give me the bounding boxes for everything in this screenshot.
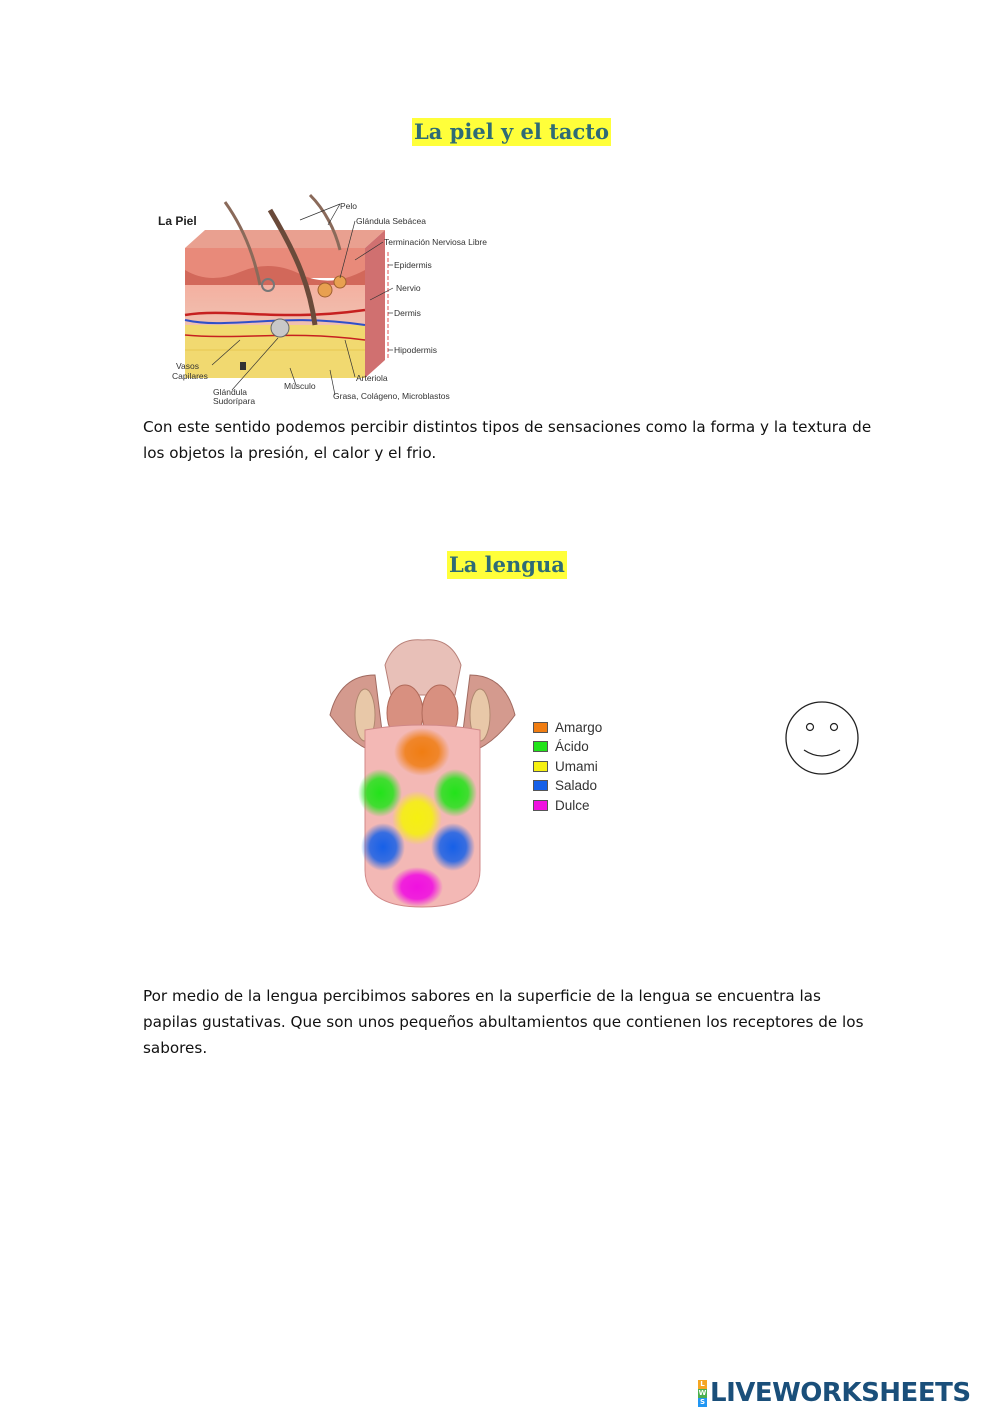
zone-amargo [394, 728, 450, 776]
legend-swatch-umami [533, 761, 548, 772]
smiley-face-icon [782, 700, 862, 780]
legend-label: Salado [555, 778, 598, 793]
legend-swatch-acido [533, 741, 548, 752]
label-grasa: Grasa, Colágeno, Microblastos [333, 391, 450, 401]
tongue-diagram [325, 635, 520, 920]
paragraph-line: sabores. [143, 1039, 208, 1057]
skin-paragraph [143, 414, 871, 466]
legend-swatch-salado [533, 780, 548, 791]
skin-diagram-title: La Piel [158, 214, 197, 228]
label-nervio: Nervio [396, 283, 421, 293]
legend-swatch-amargo [533, 722, 548, 733]
section-title-tongue: La lengua [449, 552, 565, 577]
label-capilares: Capilares [172, 371, 208, 381]
label-musculo: Músculo [284, 381, 316, 391]
legend-label: Amargo [555, 719, 603, 735]
label-arteriola: Arteriola [356, 373, 388, 383]
legend-label: Ácido [555, 739, 589, 754]
paragraph-line: los objetos la presión, el calor y el frio. [143, 444, 437, 462]
label-dermis: Dermis [394, 308, 421, 318]
legend-swatch-dulce [533, 800, 548, 811]
logo-badge-icon: L W S [698, 1379, 707, 1406]
legend-item [533, 738, 589, 756]
label-glandula-sudoripara-1: Glándula [213, 387, 248, 397]
legend-label: Umami [555, 758, 598, 774]
zone-salado-left [361, 823, 405, 871]
legend-item [533, 718, 602, 736]
legend-item [533, 796, 590, 814]
legend-label: Dulce [555, 797, 590, 813]
label-epidermis: Epidermis [394, 260, 432, 270]
section-title-skin: La piel y el tacto [414, 119, 609, 144]
logo-text: LIVEWORKSHEETS [710, 1378, 971, 1408]
paragraph-line: Por medio de la lengua percibimos sabores en la superficie de la lengua se encuentra las [143, 987, 821, 1005]
legend-item [533, 757, 598, 775]
label-hipodermis: Hipodermis [394, 345, 437, 355]
label-terminacion: Terminación Nerviosa Libre [384, 237, 487, 247]
label-glandula-sudoripara-2: Sudorípara [213, 396, 256, 406]
paragraph-line: papilas gustativas. Que son unos pequeños abultamientos que contienen los receptores de los [143, 1013, 864, 1031]
dermis-layer [185, 285, 365, 325]
skin-side-face [365, 230, 385, 378]
legend-item [533, 777, 597, 795]
zone-dulce [391, 867, 443, 907]
skin-diagram [150, 190, 500, 410]
tongue-paragraph [143, 983, 864, 1061]
paragraph-line: Con este sentido podemos percibir distintos tipos de sensaciones como la forma y la textura de [143, 418, 872, 436]
zone-salado-right [431, 823, 475, 871]
label-pelo: Pelo [340, 201, 358, 211]
label-vasos: Vasos [176, 361, 199, 371]
liveworksheets-logo[interactable] [698, 1378, 971, 1408]
label-glandula-sebacea: Glándula Sebácea [356, 216, 426, 226]
taste-legend [533, 718, 653, 818]
